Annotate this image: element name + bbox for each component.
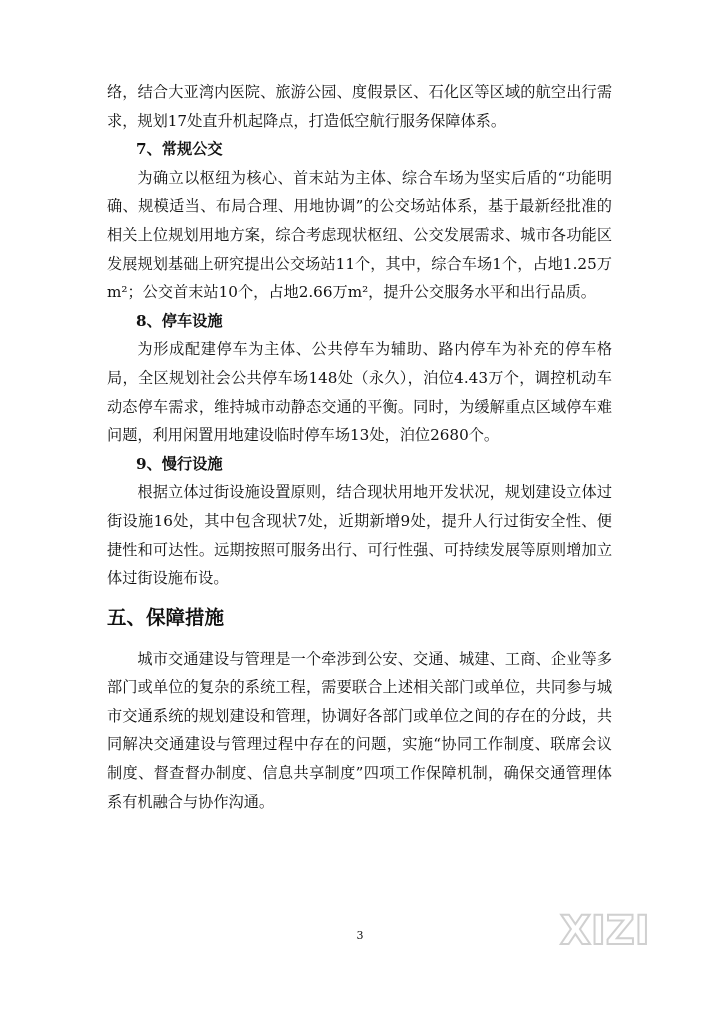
site-logo: [556, 906, 674, 952]
paragraph: 根据立体过街设施设置原则，结合现状用地开发状况，规划建设立体过街设施16处，其中包含现状7处，近期新增9处，提升人行过街安全性、便捷性和可达性。远期按照可服务出行、可行性强、可持续发展等原则增加立体过街设施布设。: [107, 483, 612, 588]
section-heading: 五、保障措施: [107, 605, 225, 629]
subsection-heading: 8、停车设施: [136, 311, 223, 330]
paragraph: 城市交通建设与管理是一个牵涉到公安、交通、城建、工商、企业等多部门或单位的复杂的系统工程，需要联合上述相关部门或单位，共同参与城市交通系统的规划建设和管理，协调好各部门或单位之间的存在的分歧，共同解决交通建设与管理过程中存在的问题，实施“协同工作制度、联席会议制度、督查督办制度、信息共享制度”四项工作保障机制，确保交通管理体系有机融合与协作沟通。: [107, 649, 612, 811]
paragraph: 为形成配建停车为主体、公共停车为辅助、路内停车为补充的停车格局，全区规划社会公共停车场148处（永久），泊位4.43万个，调控机动车动态停车需求，维持城市动静态交通的平衡。同时，为缓解重点区域停车难问题，利用闲置用地建设临时停车场13处，泊位2680个。: [107, 340, 612, 445]
subsection-heading: 9、慢行设施: [136, 454, 223, 473]
subsection-heading: 7、常规公交: [136, 140, 223, 159]
document-body: [107, 78, 612, 816]
paragraph: 为确立以枢纽为核心、首末站为主体、综合车场为坚实后盾的“功能明确、规模适当、布局合理、用地协调”的公交场站体系，基于最新经批准的相关上位规划用地方案，综合考虑现状枢纽、公交发展需求、城市各功能区发展规划基础上研究提出公交场站11个，其中，综合车场1个，占地1.25万m²；公交首末站10个，占地2.66万m²，提升公交服务水平和出行品质。: [107, 168, 612, 302]
svg-text:XIZI: XIZI: [560, 908, 650, 952]
page-number: 3: [356, 929, 364, 942]
paragraph: 络，结合大亚湾内医院、旅游公园、度假景区、石化区等区域的航空出行需求，规划17处直升机起降点，打造低空航行服务保障体系。: [107, 83, 612, 130]
